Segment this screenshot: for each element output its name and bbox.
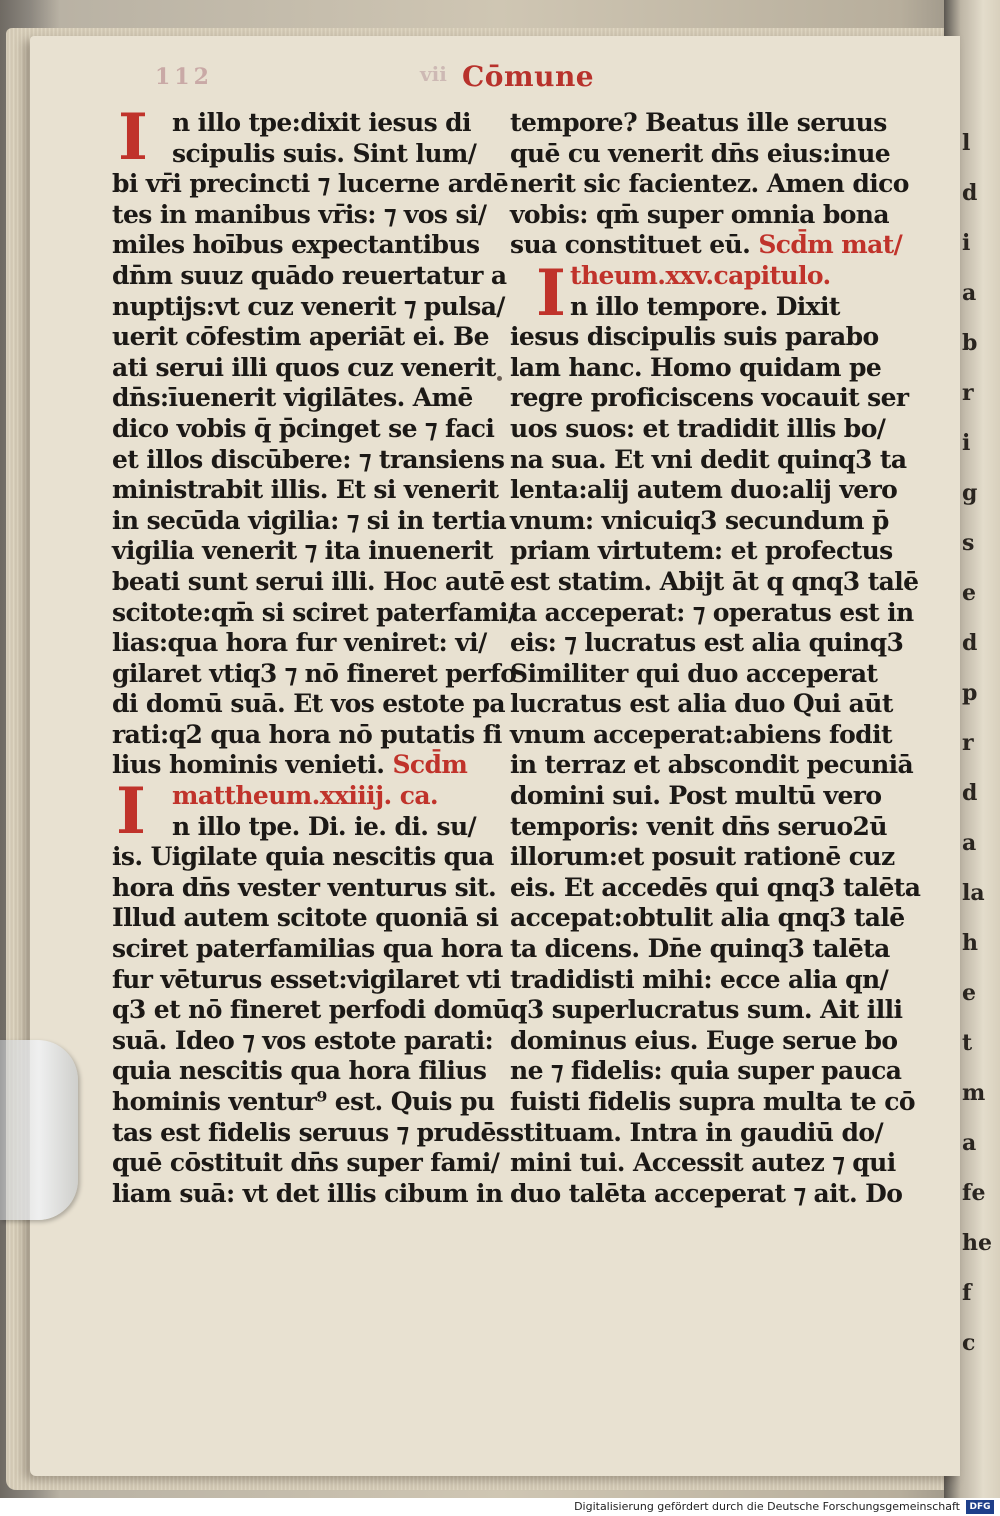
line-text: dico vobis q̄ p̄cinget se ⁊ faci: [112, 413, 495, 443]
facing-page-fragment: i: [962, 230, 971, 256]
left-column-line: [112, 628, 497, 659]
line-text: lius hominis venieti.: [112, 750, 385, 780]
left-column-line: [112, 842, 497, 873]
right-column-line: [510, 108, 895, 139]
left-column-line: [112, 995, 511, 1026]
right-column-line: [510, 1087, 915, 1118]
right-column-line: [510, 292, 895, 323]
right-column-line: [510, 1178, 903, 1210]
line-text: rati:q2 qua hora nō putatis fi: [112, 719, 502, 749]
line-text: et illos discūbere: ⁊ transiens: [112, 444, 505, 474]
left-text-column: [112, 100, 517, 1209]
line-text: dn̄s:īuenerit vigilātes. Amē: [112, 383, 473, 413]
line-text: priam virtutem: et profectus: [510, 536, 893, 566]
left-column-line: [112, 536, 497, 567]
line-text: est statim. Abijt āt q qnq3 talē: [510, 566, 919, 596]
line-text: regre proficiscens vocauit ser: [510, 383, 909, 413]
facing-page-fragment: he: [962, 1230, 992, 1256]
line-text: tes in manibus vr̄is: ⁊ vos si/: [112, 199, 487, 229]
right-column-line: [510, 628, 904, 659]
left-column-line: [112, 475, 497, 506]
line-text: tas est fidelis seruus ⁊ prudēs: [112, 1117, 510, 1147]
line-text: ati serui illi quos cuz venerit: [112, 352, 496, 382]
running-head: Cōmune: [462, 60, 595, 93]
line-text: bi vr̄i precincti ⁊ lucerne ardē: [112, 169, 509, 199]
left-column-line: [112, 1056, 497, 1087]
line-text: ta acceperat: ⁊ operatus est in: [510, 597, 914, 627]
facing-page-fragment: m: [962, 1080, 986, 1106]
line-text: n illo tpe. Di. ie. di. su/: [172, 811, 477, 841]
line-text: lias:qua hora fur veniret: vi/: [112, 628, 487, 658]
line-text: hora dn̄s vester venturus sit.: [112, 872, 497, 902]
line-text: sua constituet eū.: [510, 230, 751, 260]
line-text: gilaret vtiq3 ⁊ nō fineret perfo: [112, 658, 517, 688]
right-column-line: [510, 353, 895, 384]
right-column-line: [510, 872, 921, 904]
right-column-line: [510, 261, 895, 292]
line-text: lenta:alij autem duo:alij vero: [510, 475, 898, 505]
line-text: na sua. Et vni dedit quinq3 ta: [510, 444, 907, 474]
facing-page-fragment: a: [962, 280, 977, 306]
right-column-line: [510, 200, 895, 231]
facing-page-fragment: c: [962, 1330, 976, 1356]
left-column-line: [112, 200, 497, 231]
initial-letter-2: I: [116, 774, 146, 849]
left-column-line: [112, 1087, 497, 1118]
line-text: vnum acceperat:abiens fodit: [510, 719, 892, 749]
facing-page-fragment: a: [962, 830, 977, 856]
line-text: nerit sic facientez. Amen dico: [510, 169, 909, 199]
right-column-line: [510, 230, 903, 261]
line-text: quē cōstituit dn̄s super fami/: [112, 1148, 500, 1178]
left-column-line: [112, 903, 497, 934]
left-column-line: [112, 934, 503, 965]
right-column-line: [510, 322, 895, 353]
line-text: hominis ventur⁹ est. Quis pu: [112, 1087, 495, 1116]
rubric-text: Scd̄m mat/: [750, 230, 903, 260]
facing-page-fragment: g: [962, 480, 978, 506]
facing-page-fragment: d: [962, 780, 978, 806]
line-text: fur vēturus esset:vigilaret vti: [112, 964, 501, 994]
margin-mark: [497, 376, 502, 381]
line-text: Illud autem scitote quoniā si: [112, 903, 499, 933]
rubric-text: Scd̄m: [384, 750, 468, 780]
footer-credit: Digitalisierung gefördert durch die Deutsche Forschungsgemeinschaft: [574, 1500, 960, 1513]
line-text: in terraz et abscondit pecuniā: [510, 750, 914, 780]
right-column-line: [510, 383, 909, 414]
line-text: suā. Ideo ⁊ vos estote parati:: [112, 1025, 494, 1055]
line-text: n illo tpe:dixit iesus di: [172, 108, 471, 137]
line-text: mattheum.xxiiij. ca.: [172, 781, 439, 811]
right-column-line: [510, 689, 895, 720]
line-text: lam hanc. Homo quidam pe: [510, 352, 882, 382]
line-text: in secūda vigilia: ⁊ si in tertia: [112, 505, 507, 535]
line-text: vobis: qm̄ super omnia bona: [510, 199, 889, 229]
line-text: scitote:qm̄ si sciret paterfami/: [112, 597, 517, 627]
facing-page-fragment: a: [962, 1130, 977, 1156]
line-text: fuisti fidelis supra multa te cō: [510, 1087, 915, 1116]
left-column-line: [112, 750, 497, 781]
left-column-line: [112, 1148, 500, 1179]
line-text: illorum:et posuit rationē cuz: [510, 842, 895, 872]
line-text: tradidisti mihi: ecce alia qn/: [510, 964, 889, 994]
line-text: tempore? Beatus ille seruus: [510, 108, 887, 137]
line-text: ta dicens. Dn̄e quinq3 talēta: [510, 934, 890, 964]
line-text: duo talēta acceperat ⁊ ait. Do: [510, 1178, 903, 1208]
right-column-line: [510, 566, 919, 598]
right-column-line: [510, 842, 895, 873]
right-column-line: [510, 169, 909, 200]
right-column-line: [510, 1025, 898, 1057]
line-text: quē cu venerit dn̄s eius:inue: [510, 138, 891, 168]
left-column-line: [112, 964, 501, 996]
left-column-line: [112, 1178, 503, 1210]
facing-page-fragment: fe: [962, 1180, 986, 1206]
line-text: ne ⁊ fidelis: quia super pauca: [510, 1056, 902, 1086]
line-text: accepat:obtulit alia qnq3 talē: [510, 903, 905, 933]
right-column-line: [510, 995, 903, 1026]
line-text: iesus discipulis suis parabo: [510, 322, 879, 352]
facing-page-fragment: l: [962, 130, 971, 156]
left-column-line: [112, 353, 497, 384]
left-column-line: [112, 444, 505, 476]
left-column-line: [112, 139, 497, 170]
line-text: temporis: venit dn̄s seruo2ū: [510, 811, 887, 841]
left-column-line: [112, 597, 517, 629]
right-column-line: [510, 934, 895, 965]
right-column-line: [510, 475, 898, 506]
right-column-line: [510, 812, 895, 843]
facing-page-fragment: p: [962, 680, 978, 706]
left-column-line: [112, 812, 497, 843]
line-text: eis: ⁊ lucratus est alia quinq3: [510, 628, 904, 658]
left-column-line: [112, 1117, 510, 1149]
right-column-line: [510, 444, 907, 476]
line-text: liam suā: vt det illis cibum in: [112, 1178, 503, 1208]
line-text: ministrabit illis. Et si venerit: [112, 475, 499, 505]
right-column-line: [510, 720, 895, 751]
folio-number: 112: [155, 64, 213, 90]
right-column-line: [510, 750, 914, 781]
facing-page-fragment: h: [962, 930, 978, 956]
left-column-line: [112, 689, 505, 720]
left-column-line: [112, 291, 505, 323]
line-text: quia nescitis qua hora filius: [112, 1056, 487, 1086]
right-column-line: [510, 965, 895, 996]
right-column-line: [510, 1118, 895, 1149]
footer-bar: [0, 1498, 1000, 1516]
right-column-line: [510, 781, 895, 812]
facing-page-fragment: e: [962, 980, 976, 1006]
left-column-line: [112, 108, 497, 139]
facing-page-fragment: d: [962, 630, 978, 656]
line-text: q3 et nō fineret perfodi domū: [112, 995, 511, 1025]
show-through-text: vii: [420, 62, 447, 86]
line-text: theum.xxv.capitulo.: [570, 260, 831, 290]
facing-page-fragment: i: [962, 430, 971, 456]
right-column-line: [510, 139, 895, 170]
right-text-column: [510, 108, 921, 1209]
right-column-line: [510, 903, 905, 934]
facing-page-fragment: r: [962, 730, 974, 756]
right-column-line: [510, 414, 895, 445]
right-column-line: [510, 536, 895, 567]
left-column-line: [112, 505, 507, 537]
facing-page-fragment: e: [962, 580, 976, 606]
right-column-line: [510, 659, 895, 690]
line-text: vnum: vnicuiq3 secundum p̄: [510, 505, 889, 535]
line-text: sciret paterfamilias qua hora: [112, 934, 503, 964]
right-column-line: [510, 1056, 902, 1087]
initial-letter-3: I: [536, 256, 566, 331]
right-column-line: [510, 1148, 895, 1179]
left-column-line: [112, 383, 497, 414]
line-text: dn̄m suuz quādo reuertatur a: [112, 260, 507, 290]
line-text: scipulis suis. Sint lum/: [172, 138, 477, 168]
line-text: dominus eius. Euge serue bo: [510, 1025, 898, 1055]
line-text: vigilia venerit ⁊ ita inuenerit: [112, 536, 493, 566]
facing-page-fragment: b: [962, 330, 978, 356]
line-text: n illo tempore. Dixit: [570, 291, 840, 321]
line-text: nuptijs:vt cuz venerit ⁊ pulsa/: [112, 291, 505, 321]
left-column-line: [112, 873, 497, 904]
line-text: q3 superlucratus sum. Ait illi: [510, 995, 903, 1025]
facing-page-fragment: f: [962, 1280, 972, 1306]
line-text: miles hoībus expectantibus: [112, 230, 480, 260]
left-column-line: [112, 566, 505, 598]
line-text: mini tui. Accessit autez ⁊ qui: [510, 1148, 896, 1178]
line-text: eis. Et accedēs qui qnq3 talēta: [510, 872, 921, 902]
line-text: domini sui. Post multū vero: [510, 781, 882, 811]
left-column-line: [112, 781, 497, 812]
facing-page-fragment: s: [962, 530, 975, 556]
line-text: Similiter qui duo acceperat: [510, 658, 878, 688]
line-text: beati sunt serui illi. Hoc autē: [112, 566, 505, 596]
left-column-line: [112, 169, 509, 200]
left-column-line: [112, 414, 497, 445]
left-column-line: [112, 230, 497, 261]
line-text: is. Uigilate quia nescitis qua: [112, 842, 494, 872]
line-text: uos suos: et tradidit illis bo/: [510, 413, 886, 443]
left-column-line: [112, 260, 507, 292]
initial-letter-1: I: [118, 100, 148, 175]
left-column-line: [112, 658, 517, 690]
left-column-line: [112, 719, 502, 751]
line-text: stituam. Intra in gaudiū do/: [510, 1117, 883, 1147]
glass-clip: [0, 1040, 78, 1220]
left-column-line: [112, 1026, 497, 1057]
dfg-logo: DFG: [966, 1500, 994, 1514]
facing-page-fragment: la: [962, 880, 985, 906]
facing-page-fragment: d: [962, 180, 978, 206]
line-text: lucratus est alia duo Qui aūt: [510, 689, 893, 719]
facing-page-fragment: t: [962, 1030, 973, 1056]
right-column-line: [510, 506, 895, 537]
facing-page-fragment: r: [962, 380, 974, 406]
line-text: di domū suā. Et vos estote pa: [112, 689, 505, 719]
left-column-line: [112, 322, 497, 353]
right-column-line: [510, 597, 914, 629]
line-text: uerit cōfestim aperiāt ei. Be: [112, 322, 489, 352]
